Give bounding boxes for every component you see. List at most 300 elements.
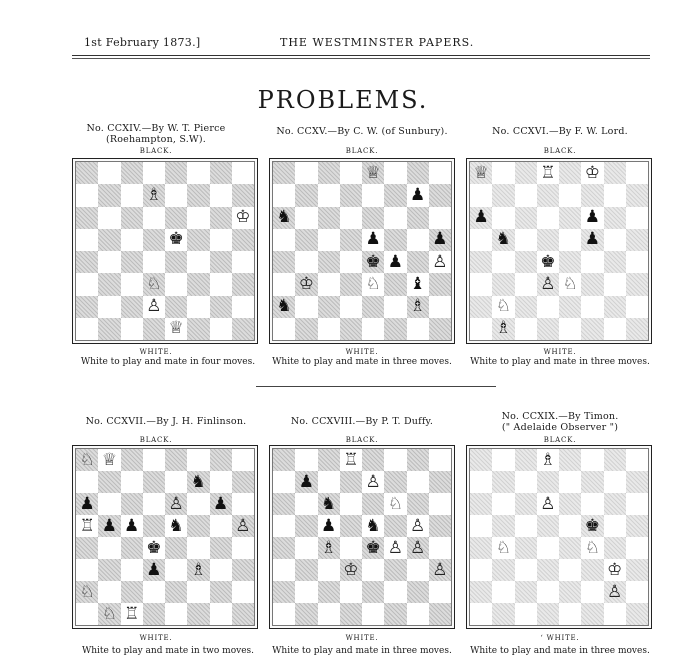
- square-g5: [407, 229, 429, 251]
- square-f7: [384, 471, 406, 493]
- square-c6: [121, 493, 143, 515]
- square-g1: [604, 603, 626, 625]
- square-e4: [362, 537, 384, 559]
- square-d3: [340, 273, 362, 295]
- square-e2: [559, 581, 581, 603]
- white-knight-icon: ♘: [146, 273, 162, 294]
- square-d8: [143, 162, 165, 184]
- square-b5: [98, 229, 120, 251]
- square-f6: [384, 493, 406, 515]
- square-h8: [429, 162, 451, 184]
- square-g4: [210, 537, 232, 559]
- chess-board: [269, 158, 455, 344]
- square-g8: [210, 449, 232, 471]
- square-e7: [362, 471, 384, 493]
- square-d5: [143, 229, 165, 251]
- square-h5: [429, 515, 451, 537]
- square-h2: [626, 296, 648, 318]
- square-g1: [604, 318, 626, 340]
- white-pawn-icon: ♙: [432, 559, 448, 580]
- square-c5: [318, 229, 340, 251]
- square-d7: [143, 471, 165, 493]
- square-f2: [581, 581, 603, 603]
- square-h4: [232, 537, 254, 559]
- square-d5: [537, 229, 559, 251]
- square-e4: [165, 537, 187, 559]
- square-f5: [581, 229, 603, 251]
- black-pawn-icon: ♟: [473, 207, 489, 228]
- square-a6: [470, 493, 492, 515]
- square-h5: [626, 229, 648, 251]
- square-d7: [340, 471, 362, 493]
- square-g6: [210, 493, 232, 515]
- square-c3: [515, 273, 537, 295]
- square-d6: [340, 493, 362, 515]
- square-d4: [143, 251, 165, 273]
- black-knight-icon: ♞: [321, 493, 337, 514]
- square-b2: [98, 296, 120, 318]
- square-b1: [492, 603, 514, 625]
- square-c3: [318, 273, 340, 295]
- square-g6: [407, 207, 429, 229]
- square-f3: [384, 559, 406, 581]
- square-c4: [515, 537, 537, 559]
- square-e5: [362, 515, 384, 537]
- square-a2: [470, 581, 492, 603]
- square-g4: [407, 537, 429, 559]
- square-h4: [626, 251, 648, 273]
- square-e7: [559, 471, 581, 493]
- square-d8: [143, 449, 165, 471]
- square-c2: [318, 581, 340, 603]
- square-h8: [626, 449, 648, 471]
- square-h6: [232, 493, 254, 515]
- square-c7: [515, 471, 537, 493]
- white-pawn-icon: ♙: [168, 493, 184, 514]
- square-f3: [187, 559, 209, 581]
- square-b4: [492, 537, 514, 559]
- square-d2: [537, 296, 559, 318]
- square-b4: [98, 251, 120, 273]
- square-c5: [318, 515, 340, 537]
- square-e6: [362, 493, 384, 515]
- black-pawn-icon: ♟: [101, 515, 117, 536]
- square-b8: [98, 449, 120, 471]
- square-a8: [273, 162, 295, 184]
- square-a5: [273, 229, 295, 251]
- square-f7: [581, 184, 603, 206]
- square-d8: [340, 449, 362, 471]
- problem-title: No. CCXIX.—By Timon.: [501, 411, 619, 422]
- square-c7: [515, 184, 537, 206]
- square-e5: [559, 515, 581, 537]
- black-king-icon: ♚: [146, 537, 162, 558]
- square-a7: [273, 471, 295, 493]
- square-h3: [429, 273, 451, 295]
- white-pawn-icon: ♙: [432, 251, 448, 272]
- square-f4: [384, 537, 406, 559]
- square-h8: [232, 162, 254, 184]
- square-h4: [429, 251, 451, 273]
- square-g5: [604, 515, 626, 537]
- header-date: 1st February 1873.]: [84, 36, 201, 49]
- square-b5: [295, 515, 317, 537]
- square-c2: [318, 296, 340, 318]
- square-a2: [470, 296, 492, 318]
- white-pawn-icon: ♙: [540, 273, 556, 294]
- square-d3: [537, 273, 559, 295]
- square-a5: [470, 229, 492, 251]
- square-e1: [362, 603, 384, 625]
- square-g3: [407, 273, 429, 295]
- square-h7: [626, 184, 648, 206]
- square-d8: [340, 162, 362, 184]
- square-c3: [121, 273, 143, 295]
- square-h2: [232, 296, 254, 318]
- square-e1: [559, 603, 581, 625]
- square-f2: [581, 296, 603, 318]
- square-a5: [76, 515, 98, 537]
- square-h7: [429, 184, 451, 206]
- square-a8: [470, 162, 492, 184]
- square-g8: [604, 449, 626, 471]
- square-g4: [210, 251, 232, 273]
- square-g8: [407, 449, 429, 471]
- square-a5: [273, 515, 295, 537]
- square-h2: [626, 581, 648, 603]
- square-d1: [537, 318, 559, 340]
- square-a2: [76, 296, 98, 318]
- square-c6: [318, 207, 340, 229]
- square-e6: [165, 493, 187, 515]
- square-g4: [604, 251, 626, 273]
- white-pawn-icon: ♙: [387, 537, 403, 558]
- square-f1: [187, 603, 209, 625]
- square-g7: [604, 184, 626, 206]
- square-h5: [232, 229, 254, 251]
- square-a1: [76, 318, 98, 340]
- problem-title: No. CCXVIII.—By P. T. Duffy.: [290, 416, 434, 427]
- square-f6: [384, 207, 406, 229]
- white-bishop-icon: ♗: [146, 184, 162, 205]
- problem-caption: White to play and mate in three moves.: [470, 357, 650, 367]
- square-d5: [537, 515, 559, 537]
- square-a6: [273, 207, 295, 229]
- square-a7: [273, 184, 295, 206]
- square-h3: [232, 559, 254, 581]
- square-d6: [143, 207, 165, 229]
- square-h6: [626, 493, 648, 515]
- square-f5: [187, 229, 209, 251]
- black-king-icon: ♚: [365, 537, 381, 558]
- square-d7: [537, 184, 559, 206]
- square-h3: [232, 273, 254, 295]
- square-d3: [143, 559, 165, 581]
- square-g7: [604, 471, 626, 493]
- square-a6: [76, 493, 98, 515]
- white-rook-icon: ♖: [343, 449, 359, 470]
- square-e1: [559, 318, 581, 340]
- white-label: WHITE.: [345, 634, 379, 642]
- square-c8: [121, 449, 143, 471]
- square-d4: [340, 537, 362, 559]
- square-e8: [165, 162, 187, 184]
- black-label: BLACK.: [543, 436, 577, 444]
- square-d6: [537, 493, 559, 515]
- square-d4: [537, 251, 559, 273]
- black-king-icon: ♚: [584, 515, 600, 536]
- white-queen-icon: ♕: [168, 318, 184, 339]
- square-b7: [98, 184, 120, 206]
- square-f1: [581, 603, 603, 625]
- square-c3: [515, 559, 537, 581]
- black-label: BLACK.: [345, 436, 379, 444]
- square-c1: [121, 318, 143, 340]
- black-pawn-icon: ♟: [387, 251, 403, 272]
- square-c2: [121, 296, 143, 318]
- square-a3: [273, 559, 295, 581]
- square-c8: [121, 162, 143, 184]
- square-d1: [143, 318, 165, 340]
- square-c6: [515, 207, 537, 229]
- problem-caption: White to play and mate in four moves.: [80, 357, 256, 367]
- square-g4: [407, 251, 429, 273]
- square-h6: [626, 207, 648, 229]
- square-h3: [626, 273, 648, 295]
- problem-title: No. CCXIV.—By W. T. Pierce: [86, 123, 226, 134]
- square-e5: [559, 229, 581, 251]
- black-label: BLACK.: [139, 147, 173, 155]
- white-knight-icon: ♘: [387, 493, 403, 514]
- white-pawn-icon: ♙: [146, 296, 162, 317]
- square-f5: [581, 515, 603, 537]
- white-knight-icon: ♘: [79, 449, 95, 470]
- white-knight-icon: ♘: [584, 537, 600, 558]
- square-e3: [559, 559, 581, 581]
- square-e2: [559, 296, 581, 318]
- square-d7: [143, 184, 165, 206]
- square-b1: [295, 603, 317, 625]
- square-e1: [165, 603, 187, 625]
- square-f1: [187, 318, 209, 340]
- square-g2: [210, 296, 232, 318]
- square-h7: [232, 471, 254, 493]
- square-h8: [626, 162, 648, 184]
- square-h4: [429, 537, 451, 559]
- square-h1: [429, 603, 451, 625]
- problem-subtitle: (Roehampton, S.W).: [105, 134, 207, 145]
- square-e4: [165, 251, 187, 273]
- square-a4: [470, 251, 492, 273]
- square-f1: [384, 603, 406, 625]
- square-e6: [165, 207, 187, 229]
- square-b8: [295, 449, 317, 471]
- square-c8: [318, 449, 340, 471]
- square-b1: [492, 318, 514, 340]
- square-c1: [121, 603, 143, 625]
- square-b6: [295, 493, 317, 515]
- square-a1: [76, 603, 98, 625]
- square-c2: [515, 296, 537, 318]
- black-pawn-icon: ♟: [410, 184, 426, 205]
- black-pawn-icon: ♟: [584, 207, 600, 228]
- square-g7: [407, 471, 429, 493]
- square-d2: [340, 581, 362, 603]
- square-c2: [515, 581, 537, 603]
- square-b7: [98, 471, 120, 493]
- square-a1: [273, 318, 295, 340]
- square-d1: [537, 603, 559, 625]
- square-e1: [165, 318, 187, 340]
- square-f7: [384, 184, 406, 206]
- square-b4: [295, 251, 317, 273]
- square-a7: [470, 184, 492, 206]
- problem-title: No. CCXV.—By C. W. (of Sunbury).: [276, 126, 448, 137]
- square-h1: [626, 603, 648, 625]
- white-pawn-icon: ♙: [235, 515, 251, 536]
- white-king-icon: ♔: [343, 559, 359, 580]
- problem-title: No. CCXVII.—By J. H. Finlinson.: [85, 416, 247, 427]
- square-g8: [407, 162, 429, 184]
- square-c5: [121, 229, 143, 251]
- square-f4: [581, 537, 603, 559]
- black-label: BLACK.: [139, 436, 173, 444]
- white-knight-icon: ♘: [495, 537, 511, 558]
- square-g5: [604, 229, 626, 251]
- black-knight-icon: ♞: [168, 515, 184, 536]
- square-b6: [492, 493, 514, 515]
- square-c5: [121, 515, 143, 537]
- square-c8: [515, 449, 537, 471]
- white-label: ‘ WHITE.: [540, 634, 580, 642]
- square-b8: [295, 162, 317, 184]
- square-d2: [143, 581, 165, 603]
- square-b2: [295, 296, 317, 318]
- square-d2: [537, 581, 559, 603]
- square-d5: [143, 515, 165, 537]
- square-d6: [340, 207, 362, 229]
- square-f3: [187, 273, 209, 295]
- square-d2: [143, 296, 165, 318]
- white-knight-icon: ♘: [79, 581, 95, 602]
- black-king-icon: ♚: [365, 251, 381, 272]
- white-label: WHITE.: [139, 348, 173, 356]
- square-e3: [165, 273, 187, 295]
- square-e5: [165, 515, 187, 537]
- square-e3: [165, 559, 187, 581]
- square-g3: [210, 559, 232, 581]
- square-f6: [187, 207, 209, 229]
- square-f3: [581, 559, 603, 581]
- square-e3: [362, 559, 384, 581]
- square-a8: [273, 449, 295, 471]
- square-a1: [470, 318, 492, 340]
- square-d3: [143, 273, 165, 295]
- square-a4: [273, 251, 295, 273]
- square-b4: [295, 537, 317, 559]
- black-pawn-icon: ♟: [124, 515, 140, 536]
- square-c1: [515, 318, 537, 340]
- problem-caption: White to play and mate in three moves.: [470, 646, 650, 656]
- chess-board: [466, 445, 652, 629]
- square-a3: [76, 273, 98, 295]
- square-b8: [492, 449, 514, 471]
- black-label: BLACK.: [345, 147, 379, 155]
- square-h8: [232, 449, 254, 471]
- square-g3: [604, 559, 626, 581]
- square-b1: [98, 603, 120, 625]
- white-knight-icon: ♘: [101, 603, 117, 624]
- square-e7: [165, 184, 187, 206]
- square-a4: [273, 537, 295, 559]
- black-knight-icon: ♞: [276, 207, 292, 228]
- square-f2: [187, 296, 209, 318]
- square-b6: [492, 207, 514, 229]
- square-f7: [581, 471, 603, 493]
- square-e7: [362, 184, 384, 206]
- white-knight-icon: ♘: [562, 273, 578, 294]
- header-rule: [72, 55, 650, 56]
- square-a1: [273, 603, 295, 625]
- white-pawn-icon: ♙: [540, 493, 556, 514]
- section-divider: [256, 386, 496, 387]
- white-rook-icon: ♖: [540, 162, 556, 183]
- square-g5: [407, 515, 429, 537]
- square-g6: [604, 207, 626, 229]
- square-h7: [429, 471, 451, 493]
- square-e2: [165, 581, 187, 603]
- square-e7: [559, 184, 581, 206]
- white-pawn-icon: ♙: [365, 471, 381, 492]
- square-d4: [143, 537, 165, 559]
- square-c1: [515, 603, 537, 625]
- square-e5: [362, 229, 384, 251]
- white-king-icon: ♔: [607, 559, 623, 580]
- white-king-icon: ♔: [235, 207, 251, 228]
- square-g1: [210, 603, 232, 625]
- square-b5: [492, 515, 514, 537]
- square-f2: [187, 581, 209, 603]
- problem-subtitle: (" Adelaide Observer "): [501, 422, 619, 433]
- square-e8: [559, 162, 581, 184]
- square-e3: [559, 273, 581, 295]
- white-queen-icon: ♕: [473, 162, 489, 183]
- black-pawn-icon: ♟: [321, 515, 337, 536]
- square-d7: [537, 471, 559, 493]
- square-b8: [98, 162, 120, 184]
- white-bishop-icon: ♗: [495, 318, 511, 339]
- square-c4: [121, 537, 143, 559]
- square-h6: [429, 493, 451, 515]
- chess-board: [72, 445, 258, 629]
- white-label: WHITE.: [139, 634, 173, 642]
- square-e1: [362, 318, 384, 340]
- square-e7: [165, 471, 187, 493]
- square-h5: [429, 229, 451, 251]
- square-g7: [407, 184, 429, 206]
- chess-board: [269, 445, 455, 629]
- square-g3: [210, 273, 232, 295]
- square-c4: [121, 251, 143, 273]
- square-g8: [210, 162, 232, 184]
- square-c8: [515, 162, 537, 184]
- square-e3: [362, 273, 384, 295]
- square-h1: [232, 318, 254, 340]
- white-rook-icon: ♖: [79, 515, 95, 536]
- square-a7: [76, 184, 98, 206]
- square-a2: [273, 581, 295, 603]
- white-rook-icon: ♖: [124, 603, 140, 624]
